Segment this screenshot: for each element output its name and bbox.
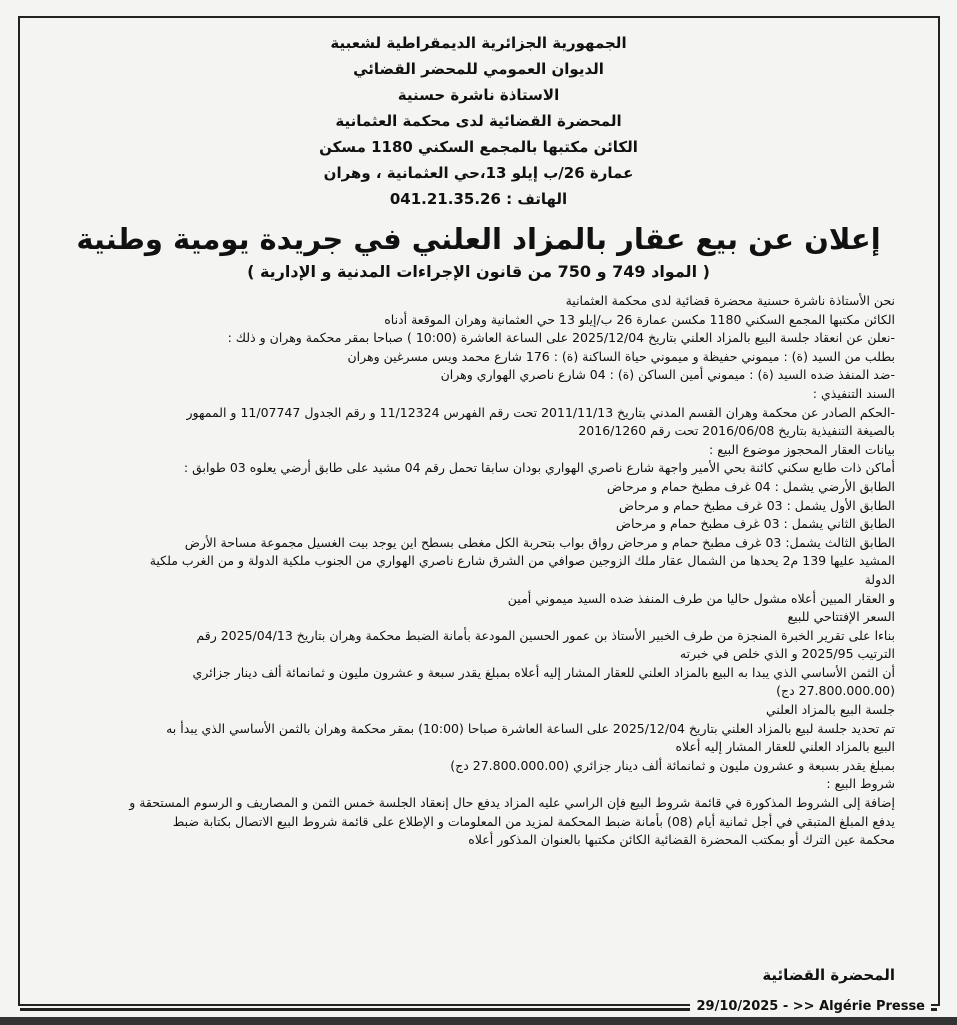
body-line: بناءا على تقرير الخبرة المنجزة من طرف الخبير الأستاذ بن عمور الحسين المودعة بأمانة الضبط محكمة وهران بتاريخ 2025/04/13 رقم bbox=[196, 627, 895, 643]
body-line: الطابق الأول يشمل : 03 غرف مطبخ حمام و مرحاض bbox=[618, 497, 895, 513]
header-line: الديوان العمومي للمحضر القضائي bbox=[353, 60, 604, 78]
body-line: الطابق الأرضي يشمل : 04 غرف مطبخ حمام و مرحاض bbox=[606, 478, 895, 494]
header-line: الكائن مكتبها بالمجمع السكني 1180 مسكن bbox=[319, 138, 638, 156]
body-line: محكمة عين الترك أو بمكتب المحضرة القضائية الكائن مكتبها بالعنوان المذكور أعلاه bbox=[468, 832, 895, 848]
body-line: المشيد عليها 139 م2 يحدها من الشمال عقار ملك الزوجين صوافي من الشرق شارع ناصري الهواري من الجنوب ملكية الدولة و من الغرب ملكية bbox=[149, 553, 895, 569]
body-line: -الحكم الصادر عن محكمة وهران القسم المدني بتاريخ 2011/11/13 تحت رقم الفهرس 11/12324 و رقم الجدول 11/07747 و الممهور bbox=[186, 404, 895, 420]
body-line: بيانات العقار المحجوز موضوع البيع : bbox=[709, 441, 895, 457]
body-line: أن الثمن الأساسي الذي يبدا به البيع بالمزاد العلني للعقار المشار إليه أعلاه بمبلغ يقدر سبعة و عشرون مليون و ثمانمائة ألف دينار جزائري bbox=[192, 664, 895, 680]
body-line: بالصيغة التنفيذية بتاريخ 2016/06/08 تحت رقم 2016/1260 bbox=[578, 423, 895, 439]
header-line: الاستاذة ناشرة حسنية bbox=[397, 86, 560, 104]
footer-source: 29/10/2025 - >> Algérie Presse bbox=[690, 999, 931, 1014]
body-line: بمبلغ يقدر بسبعة و عشرون مليون و ثمانمائة ألف دينار جزائري (27.800.000.00 دج) bbox=[450, 757, 895, 773]
body-line: الترتيب 2025/95 و الذي خلص في خبرته bbox=[679, 646, 895, 662]
body-line: شروط البيع : bbox=[826, 776, 895, 792]
body-line: نحن الأستاذة ناشرة حسنية محضرة قضائية لدى محكمة العثمانية bbox=[565, 293, 895, 308]
body-line: أماكن ذات طابع سكني كائنة بحي الأمير واجهة شارع ناصري الهواري بودان سابقا تحمل رقم 04 مشيد على طابق أرضي يعلوه 03 طوابق : bbox=[183, 460, 895, 476]
header-line: المحضرة القضائية لدى محكمة العثمانية bbox=[335, 112, 622, 130]
body-line: و العقار المبين أعلاه مشول حاليا من طرف المنفذ ضده السيد ميموني أمين bbox=[507, 590, 895, 606]
notice-body bbox=[78, 292, 895, 850]
bottom-band bbox=[0, 1017, 957, 1025]
body-line: الدولة bbox=[864, 571, 895, 587]
body-line: بطلب من السيد (ة) : ميموني حفيظة و ميموني حياة الساكنة (ة) : 176 شارع محمد ويس مسرغين وهران bbox=[347, 348, 895, 364]
body-line: -ضد المنفذ ضده السيد (ة) : ميموني أمين الساكن (ة) : 04 شارع ناصري الهواري وهران bbox=[440, 367, 895, 383]
body-line: الطابق الثاني يشمل : 03 غرف مطبخ حمام و مرحاض bbox=[615, 516, 895, 532]
body-line: السعر الإفتتاحي للبيع bbox=[787, 609, 895, 625]
notice-header bbox=[0, 30, 957, 212]
body-line: جلسة البيع بالمزاد العلني bbox=[765, 702, 895, 718]
body-line: تم تحديد جلسة لبيع بالمزاد العلني بتاريخ 2025/12/04 على الساعة العاشرة صباحا (10:00) بمقر محكمة وهران بالثمن الأساسي الذي يبدأ به bbox=[166, 720, 895, 736]
body-line: الطابق الثالث يشمل: 03 غرف مطبخ حمام و مرحاض رواق بواب بتحربة الكل مغطى بسطح اين يوجد بيت الغسيل مجموعة مساحة الأرض bbox=[184, 534, 895, 550]
body-line: السند التنفيذي : bbox=[812, 385, 895, 401]
body-line: -نعلن عن انعقاد جلسة البيع بالمزاد العلني بتاريخ 2025/12/04 على الساعة العاشرة (10:00 ) صباحا بمقر محكمة وهران و ذلك : bbox=[227, 330, 895, 346]
body-line: البيع بالمزاد العلني للعقار المشار إليه أعلاه bbox=[675, 739, 895, 755]
body-line: يدفع المبلغ المتبقي في أجل ثمانية أيام (08) بأمانة ضبط المحكمة لمزيد من المعلومات و الإطلاع على قائمة شروط البيع الاتصال بكتابة ضبط bbox=[172, 813, 895, 829]
body-line: (27.800.000.00 دج) bbox=[776, 683, 895, 699]
body-line: إضافة إلى الشروط المذكورة في قائمة شروط البيع فإن الراسي عليه المزاد يدفع حال إنعقاد الجلسة خمس الثمن و المصاريف و الرسوم المستحقة و bbox=[129, 795, 895, 811]
signature: المحضرة القضائية bbox=[762, 966, 895, 984]
header-line: عمارة 26/ب إيلو 13،حي العثمانية ، وهران bbox=[323, 164, 634, 182]
header-phone: الهاتف : 041.21.35.26 bbox=[389, 190, 568, 208]
header-line: الجمهورية الجزائرية الديمقراطية لشعبية bbox=[330, 34, 627, 52]
notice-subtitle: ( المواد 749 و 750 من قانون الإجراءات المدنية و الإدارية ) bbox=[247, 262, 710, 281]
notice-title: إعلان عن بيع عقار بالمزاد العلني في جريدة يومية وطنية bbox=[76, 222, 881, 256]
body-line: الكائن مكتبها المجمع السكني 1180 مكسن عمارة 26 ب/إيلو 13 حي العثمانية وهران الموقعة أدناه bbox=[384, 311, 895, 327]
